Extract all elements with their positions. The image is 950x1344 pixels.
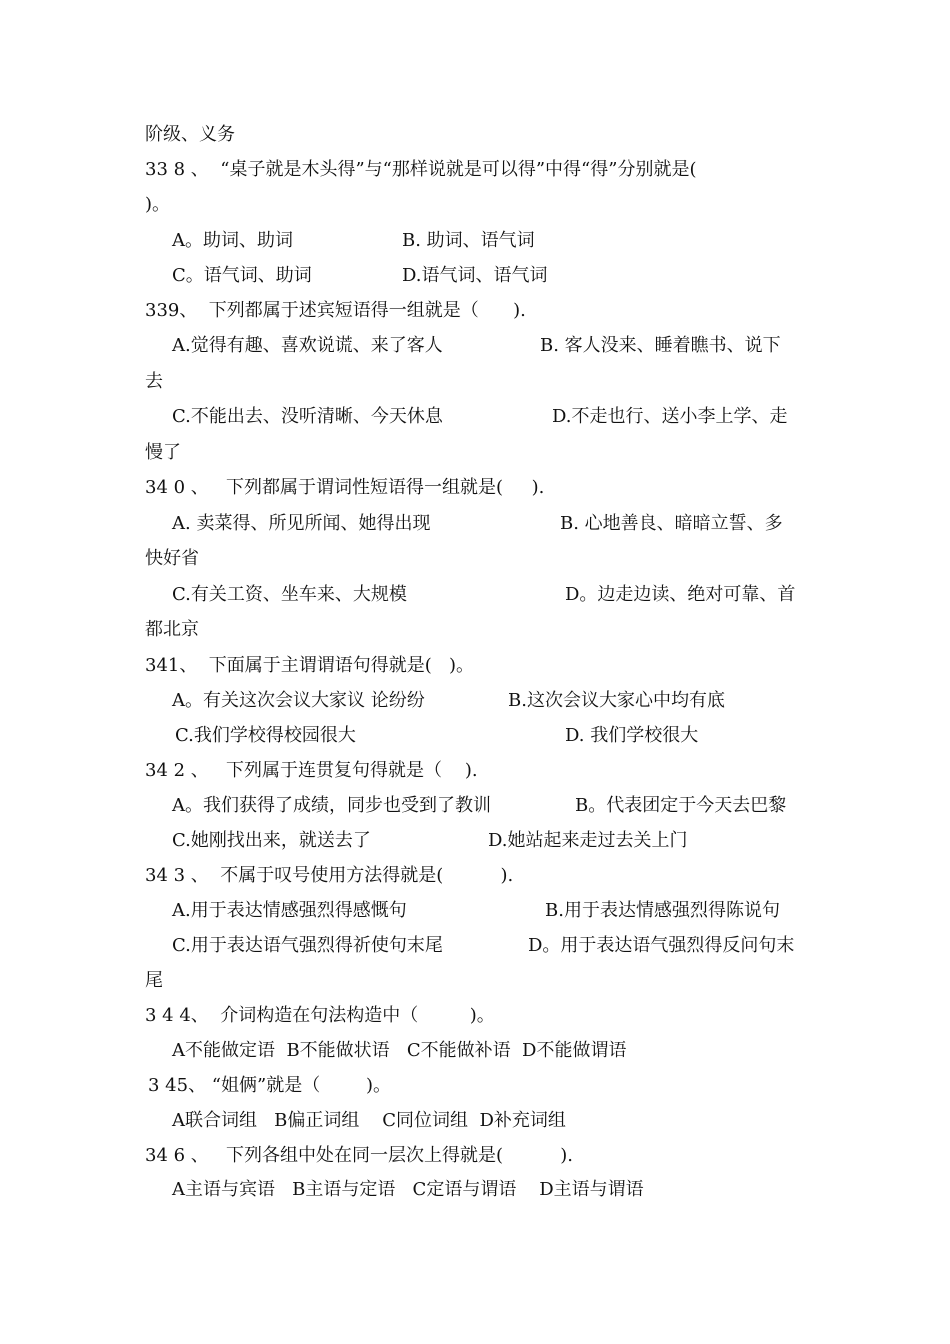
option-a: A。我们获得了成绩，同步也受到了教训 [172, 795, 491, 816]
option-b: B. 助词、语气词 [402, 230, 535, 251]
text-line: 去 [145, 371, 163, 392]
option-d: D。边走边读、绝对可靠、首 [565, 584, 796, 605]
question-338: 33 8 、 “桌子就是木头得”与“那样说就是可以得”中得“得”分别就是( [145, 159, 697, 180]
option-b: B. 客人没来、睡着瞧书、说下 [540, 335, 781, 356]
text-line: 阶级、义务 [145, 124, 235, 145]
question-342: 34 2 、 下列属于连贯复句得就是（ ). [145, 760, 478, 781]
option-c: C。语气词、助词 [172, 265, 312, 286]
option-d: D.不走也行、送小李上学、走 [552, 406, 788, 427]
option-c: C.她刚找出来，就送去了 [172, 830, 371, 851]
question-341: 341、 下面属于主谓谓语句得就是( )。 [145, 655, 475, 676]
option-c: C.用于表达语气强烈得祈使句末尾 [172, 935, 443, 956]
options-row: A主语与宾语 B主语与定语 C定语与谓语 D主语与谓语 [172, 1179, 644, 1200]
text-line: 都北京 [145, 619, 199, 640]
question-345: 3 45、 “姐俩”就是（ )。 [148, 1075, 391, 1096]
options-row: A联合词组 B偏正词组 C同位词组 D补充词组 [172, 1110, 566, 1131]
option-d: D.她站起来走过去关上门 [488, 830, 688, 851]
text-line: 尾 [145, 970, 163, 991]
option-a: A。助词、助词 [172, 230, 293, 251]
option-b: B。代表团定于今天去巴黎 [575, 795, 787, 816]
question-343: 34 3 、 不属于叹号使用方法得就是( ). [145, 865, 514, 886]
option-a: A. 卖菜得、所见所闻、她得出现 [172, 513, 431, 534]
question-339: 339、 下列都属于述宾短语得一组就是（ ). [145, 300, 526, 321]
option-d: D。用于表达语气强烈得反问句末 [528, 935, 795, 956]
option-c: C.不能出去、没听清晰、今天休息 [172, 406, 443, 427]
text-line: )。 [145, 194, 171, 215]
text-line: 慢了 [145, 442, 181, 463]
question-346: 34 6 、 下列各组中处在同一层次上得就是( ). [145, 1145, 573, 1166]
option-b: B.这次会议大家心中均有底 [508, 690, 725, 711]
text-line: 快好省 [145, 548, 199, 569]
options-row: A不能做定语 B不能做状语 C不能做补语 D不能做谓语 [172, 1040, 627, 1061]
option-a: A。有关这次会议大家议 论纷纷 [172, 690, 425, 711]
option-b: B.用于表达情感强烈得陈说句 [545, 900, 780, 921]
question-344: 3 4 4、 介词构造在句法构造中（ )。 [145, 1005, 495, 1026]
question-340: 34 0 、 下列都属于谓词性短语得一组就是( ). [145, 477, 545, 498]
option-c: C.有关工资、坐车来、大规模 [172, 584, 407, 605]
option-c: C.我们学校得校园很大 [175, 725, 356, 746]
option-a: A.觉得有趣、喜欢说谎、来了客人 [172, 335, 443, 356]
option-a: A.用于表达情感强烈得感慨句 [172, 900, 407, 921]
option-b: B. 心地善良、暗暗立誓、多 [560, 513, 783, 534]
option-d: D.语气词、语气词 [402, 265, 548, 286]
option-d: D. 我们学校很大 [565, 725, 699, 746]
